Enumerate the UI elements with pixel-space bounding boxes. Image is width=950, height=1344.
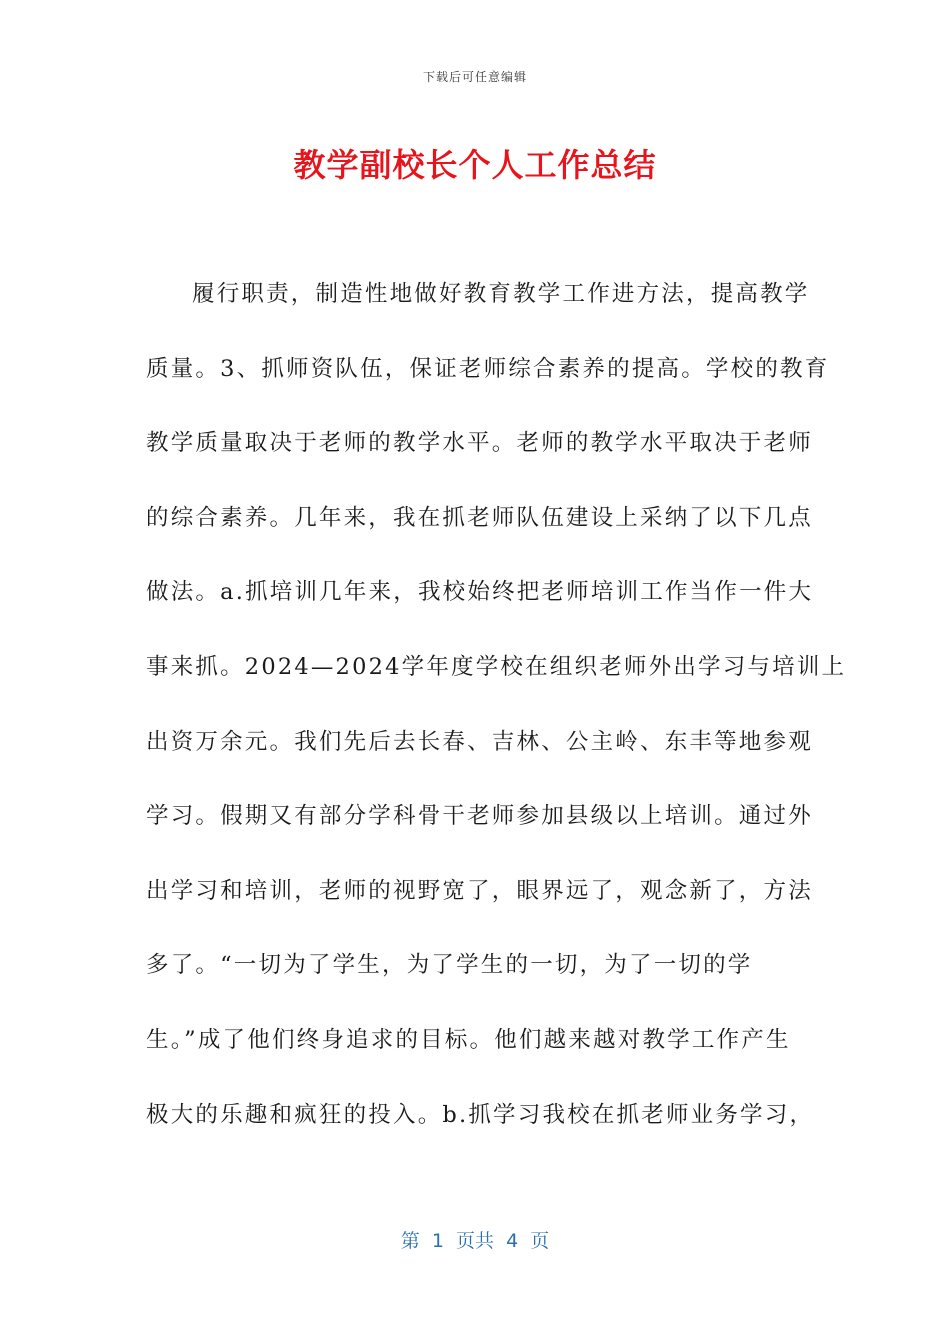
document-body [146,276,847,1171]
body-line: 生。”成了他们终身追求的目标。他们越来越对教学工作产生 [146,1026,791,1053]
body-line: 履行职责，制造性地做好教育教学工作进方法，提高教学 [192,281,810,307]
body-line: 学习。假期又有部分学科骨干老师参加县级以上培训。通过外 [146,803,813,830]
body-line: 教学质量取决于老师的教学水平。老师的教学水平取决于老师 [146,430,813,457]
body-line: 质量。3、抓师资队伍，保证老师综合素养的提高。学校的教育 [146,355,830,382]
body-line: 的综合素养。几年来，我在抓老师队伍建设上采纳了以下几点 [146,504,813,531]
body-line: 出学习和培训，老师的视野宽了，眼界远了，观念新了，方法 [146,877,813,904]
body-line: 做法。a.抓培训几年来，我校始终把老师培训工作当作一件大 [146,579,814,606]
page-number-footer: 第 1 页共 4 页 [400,1230,550,1252]
body-line: 多了。“一切为了学生，为了学生的一切，为了一切的学 [146,952,753,979]
header-note: 下载后可任意编辑 [422,70,527,84]
body-line: 极大的乐趣和疯狂的投入。b.抓学习我校在抓老师业务学习， [146,1101,815,1128]
document-title: 教学副校长个人工作总结 [293,146,657,184]
body-line: 出资万余元。我们先后去长春、吉林、公主岭、东丰等地参观 [146,728,813,755]
body-line: 事来抓。2024—2024学年度学校在组织老师外出学习与培训上 [146,653,847,680]
